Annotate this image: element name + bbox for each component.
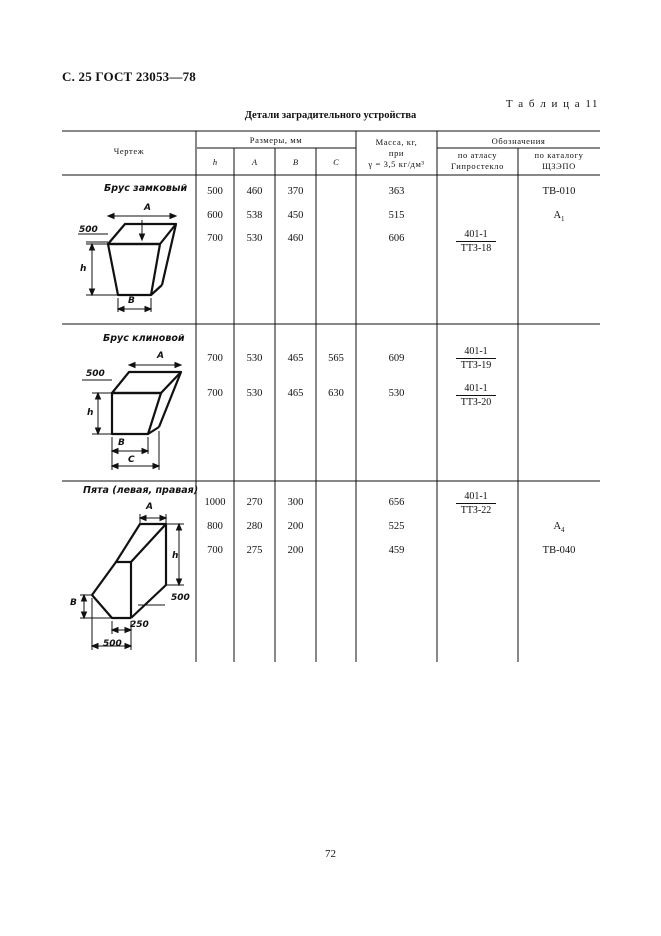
s1-r3-A: 530 — [246, 233, 263, 244]
s3-atlas-ref: 401-1 ТТЗ-22 — [456, 491, 496, 516]
col-A-header: A — [251, 157, 258, 167]
dim-A-3: A — [146, 502, 153, 512]
s1-catalog-tv010: ТВ-010 — [542, 186, 576, 197]
dim-h-1: h — [80, 264, 87, 274]
drawing-label-zamkovy: Брус замковый — [104, 183, 188, 194]
s1-r3-h: 700 — [207, 233, 223, 244]
s1-r1-B: 370 — [287, 186, 304, 197]
s1-r3-B: 460 — [287, 233, 304, 244]
s2-atlas-ref-2: 401-1 ТТЗ-20 — [456, 383, 496, 408]
col-sizes-header: Размеры, мм — [249, 135, 303, 145]
s2-r2-B: 465 — [287, 388, 304, 399]
col-atlas-header: по атласу Гипростекло — [451, 150, 504, 171]
col-catalog-header: по каталогу ЩЗЭПО — [534, 150, 584, 171]
s3-r3-mass: 459 — [388, 545, 405, 556]
s3-r1-B: 300 — [287, 497, 304, 508]
s2-r1-B: 465 — [287, 353, 304, 364]
s3-r3-B: 200 — [287, 545, 304, 556]
s1-r1-h: 500 — [207, 186, 223, 197]
s1-r1-A: 460 — [246, 186, 263, 197]
dim-B-3: B — [70, 598, 77, 608]
drawing-label-pyata: Пята (левая, правая) — [83, 485, 199, 496]
s2-r1-h: 700 — [207, 353, 223, 364]
drawing-pyata — [62, 494, 196, 660]
s2-r1-C: 565 — [328, 353, 344, 364]
s1-r2-h: 600 — [207, 210, 223, 221]
s3-r1-mass: 656 — [388, 497, 405, 508]
s2-r2-C: 630 — [328, 388, 344, 399]
s1-r3-mass: 606 — [388, 233, 405, 244]
dim-250-3: 250 — [130, 620, 149, 630]
s1-atlas-ref: 401-1 ТТЗ-18 — [456, 229, 496, 254]
drawing-label-klinovoy: Брус клиновой — [103, 333, 185, 344]
s3-r2-mass: 525 — [388, 521, 405, 532]
page-number: 72 — [325, 848, 336, 860]
s2-r1-mass: 609 — [388, 353, 405, 364]
col-B-header: B — [292, 157, 299, 167]
col-h-header: h — [212, 157, 218, 167]
s3-catalog-a4: $A_4$ — [553, 521, 565, 535]
s2-r2-h: 700 — [207, 388, 223, 399]
s1-r1-mass: 363 — [388, 186, 405, 197]
dim-C-2: C — [128, 455, 135, 465]
s2-r2-mass: 530 — [388, 388, 405, 399]
col-designations-header: Обозначения — [491, 136, 546, 146]
dim-A-1: A — [144, 203, 151, 213]
s2-r2-A: 530 — [246, 388, 263, 399]
s3-r3-A: 275 — [246, 545, 263, 556]
s3-r3-h: 700 — [207, 545, 223, 556]
dim-500-3a: 500 — [171, 593, 190, 603]
dim-500-1: 500 — [79, 225, 98, 235]
s1-r2-A: 538 — [246, 210, 263, 221]
dim-B-2: B — [118, 438, 125, 448]
s3-r2-h: 800 — [207, 521, 223, 532]
s1-r2-mass: 515 — [388, 210, 405, 221]
dim-B-1: B — [128, 296, 135, 306]
table-title: Детали заградительного устройства — [244, 110, 417, 121]
s3-r2-B: 200 — [287, 521, 304, 532]
dim-h-2: h — [87, 408, 94, 418]
s3-r2-A: 280 — [246, 521, 263, 532]
s3-r1-A: 270 — [246, 497, 263, 508]
dim-h-3: h — [172, 551, 179, 561]
table-label: Т а б л и ц а 11 — [505, 98, 599, 110]
col-C-header: C — [333, 157, 339, 167]
s1-catalog-a1: $A_1$ — [553, 210, 565, 224]
s1-r2-B: 450 — [287, 210, 304, 221]
dim-A-2: A — [157, 351, 164, 361]
s3-catalog-tv040: ТВ-040 — [542, 545, 576, 556]
s2-atlas-ref-1: 401-1 ТТЗ-19 — [456, 346, 496, 371]
page-header: С. 25 ГОСТ 23053—78 — [62, 69, 196, 84]
col-mass-header: Масса, кг, при γ = 3,5 кг/дм³ — [368, 137, 425, 169]
dim-500-2: 500 — [86, 369, 105, 379]
dim-500-3b: 500 — [103, 639, 122, 649]
s2-r1-A: 530 — [246, 353, 263, 364]
s3-r1-h: 1000 — [204, 497, 226, 508]
col-drawing-header: Чертеж — [113, 146, 145, 156]
